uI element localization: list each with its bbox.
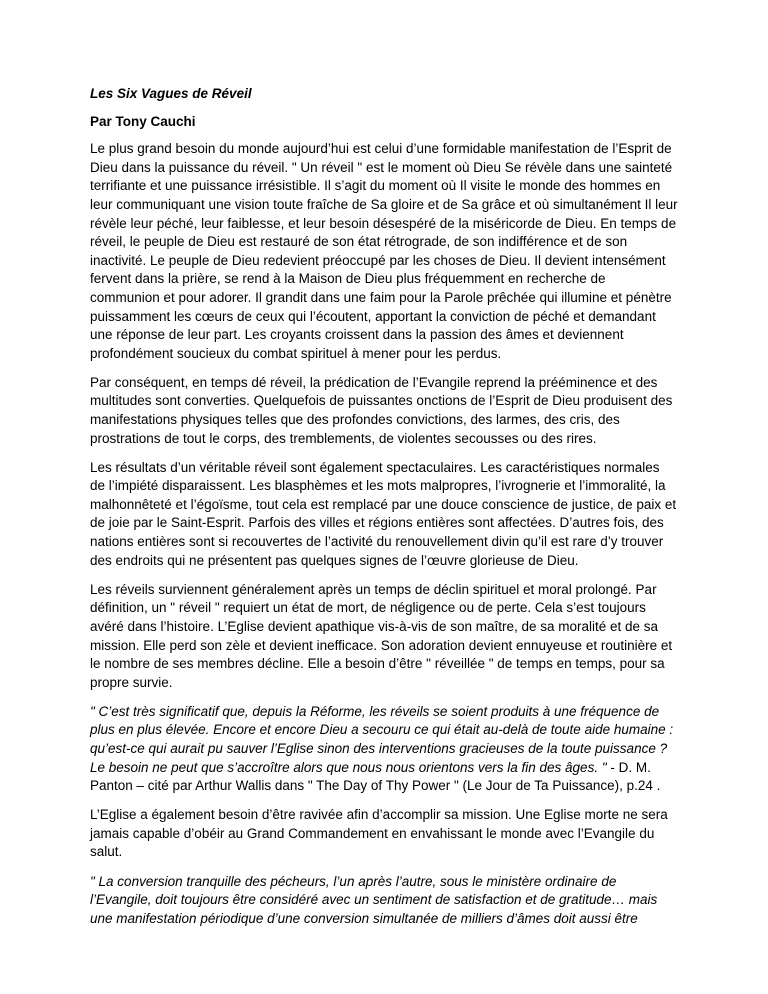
document-title: Les Six Vagues de Réveil xyxy=(90,86,252,101)
paragraph-run: L’Eglise a également besoin d’être ravivée afin d’accomplir sa mission. Une Eglise morte ne sera jamais capable d’obéir au Grand Commandement en envahissant le monde avec l’Evangile du salut. xyxy=(90,807,668,860)
paragraph-run-italic: " La conversion tranquille des pécheurs, l’un après l’autre, sous le ministère ordinaire de l’Evangile, doit toujours être considéré avec un sentiment de satisfaction et de gratitude… mais une manifestation périodique d’une conversion simultanée de milliers d’âmes doit aussi être xyxy=(90,873,658,926)
paragraph xyxy=(90,873,678,929)
paragraph-run: Le plus grand besoin du monde aujourd’hui est celui d’une formidable manifestation de l’Esprit de Dieu dans la puissance du réveil. " Un réveil " est le moment où Dieu Se révèle dans une sainteté terrifiante et une puissance irrésistible. Il s’agit du moment où Il visite le monde des hommes en leur communiquant une vision toute fraîche de Sa gloire et de Sa grâce et où simultanément Il leur révèle leur péché, leur faiblesse, et leur besoin désespéré de la miséricorde de Dieu. En temps de réveil, le peuple de Dieu est restauré de son état rétrograde, de son indifférence et de son inactivité. Le peuple de Dieu redevient préoccupé par les choses de Dieu. Il devient intensément fervent dans la prière, se rend à la Maison de Dieu plus fréquemment en recherche de communion et pour adorer. Il grandit dans une faim pour la Parole prêchée qui illumine et pénètre puissamment les cœurs de ceux qui l’écoutent, apportant la conviction de péché et demandant une réponse de leur part. Les croyants croissent dans la passion des âmes et deviennent profondément soucieux du combat spirituel à mener pour les perdus. xyxy=(90,141,678,361)
paragraph-run: Les résultats d’un véritable réveil sont également spectaculaires. Les caractéristiques normales de l’impiété disparaissent. Les blasphèmes et les mots malpropres, l’ivrognerie et l’immoralité, la malhonnêteté et l’égoïsme, tout cela est remplacé par une douce conscience de justice, de paix et de joie par le Saint-Esprit. Parfois des villes et régions entières sont affectées. D’autres fois, des nations entières sont si recouvertes de l’activité du renouvellement divin qu’il est rare d’y trouver des endroits qui ne présentent pas quelques signes de l’œuvre glorieuse de Dieu. xyxy=(90,459,677,568)
paragraph xyxy=(90,140,678,363)
paragraph-run: Par conséquent, en temps dé réveil, la prédication de l’Evangile reprend la prééminence et des multitudes sont converties. Quelquefois de puissantes onctions de l’Esprit de Dieu produisent des manifestations physiques telles que des profondes convictions, des larmes, des cris, des prostrations de tout le corps, des tremblements, de violentes secousses ou des rires. xyxy=(90,374,673,446)
paragraph xyxy=(90,374,678,448)
paragraph-run: Les réveils surviennent généralement après un temps de déclin spirituel et moral prolongé. Par définition, un " réveil " requiert un état de mort, de négligence ou de perte. Cela s’est toujours avéré dans l’histoire. L’Eglise devient apathique vis-à-vis de son maître, de sa moralité et de sa mission. Elle perd son zèle et devient inefficace. Son adoration devient ennuyeuse et routinière et le nombre de ses membres décline. Elle a besoin d’être " réveillée " de temps en temps, pour sa propre survie. xyxy=(90,581,673,690)
paragraph-run: - D. M. Panton – cité par Arthur Wallis dans " The Day of Thy Power " (Le Jour de Ta Puissance), p.24 . xyxy=(90,759,661,794)
paragraph xyxy=(90,806,678,862)
paragraph-run-italic: " C’est très significatif que, depuis la Réforme, les réveils se soient produits à une fréquence de plus en plus élevée. Encore et encore Dieu a secouru ce qui était au-delà de toute aide humaine : qu’est-ce qui aurait pu sauver l’Eglise sinon des interventions gracieuses de la toute puissance ? Le besoin ne peut que s’accroître alors que nous nous orientons vers la fin des âges. " xyxy=(90,703,674,775)
paragraph xyxy=(90,581,678,693)
paragraph xyxy=(90,459,678,571)
document-author: Par Tony Cauchi xyxy=(90,113,196,129)
document-body xyxy=(90,140,678,928)
paragraph xyxy=(90,703,678,796)
